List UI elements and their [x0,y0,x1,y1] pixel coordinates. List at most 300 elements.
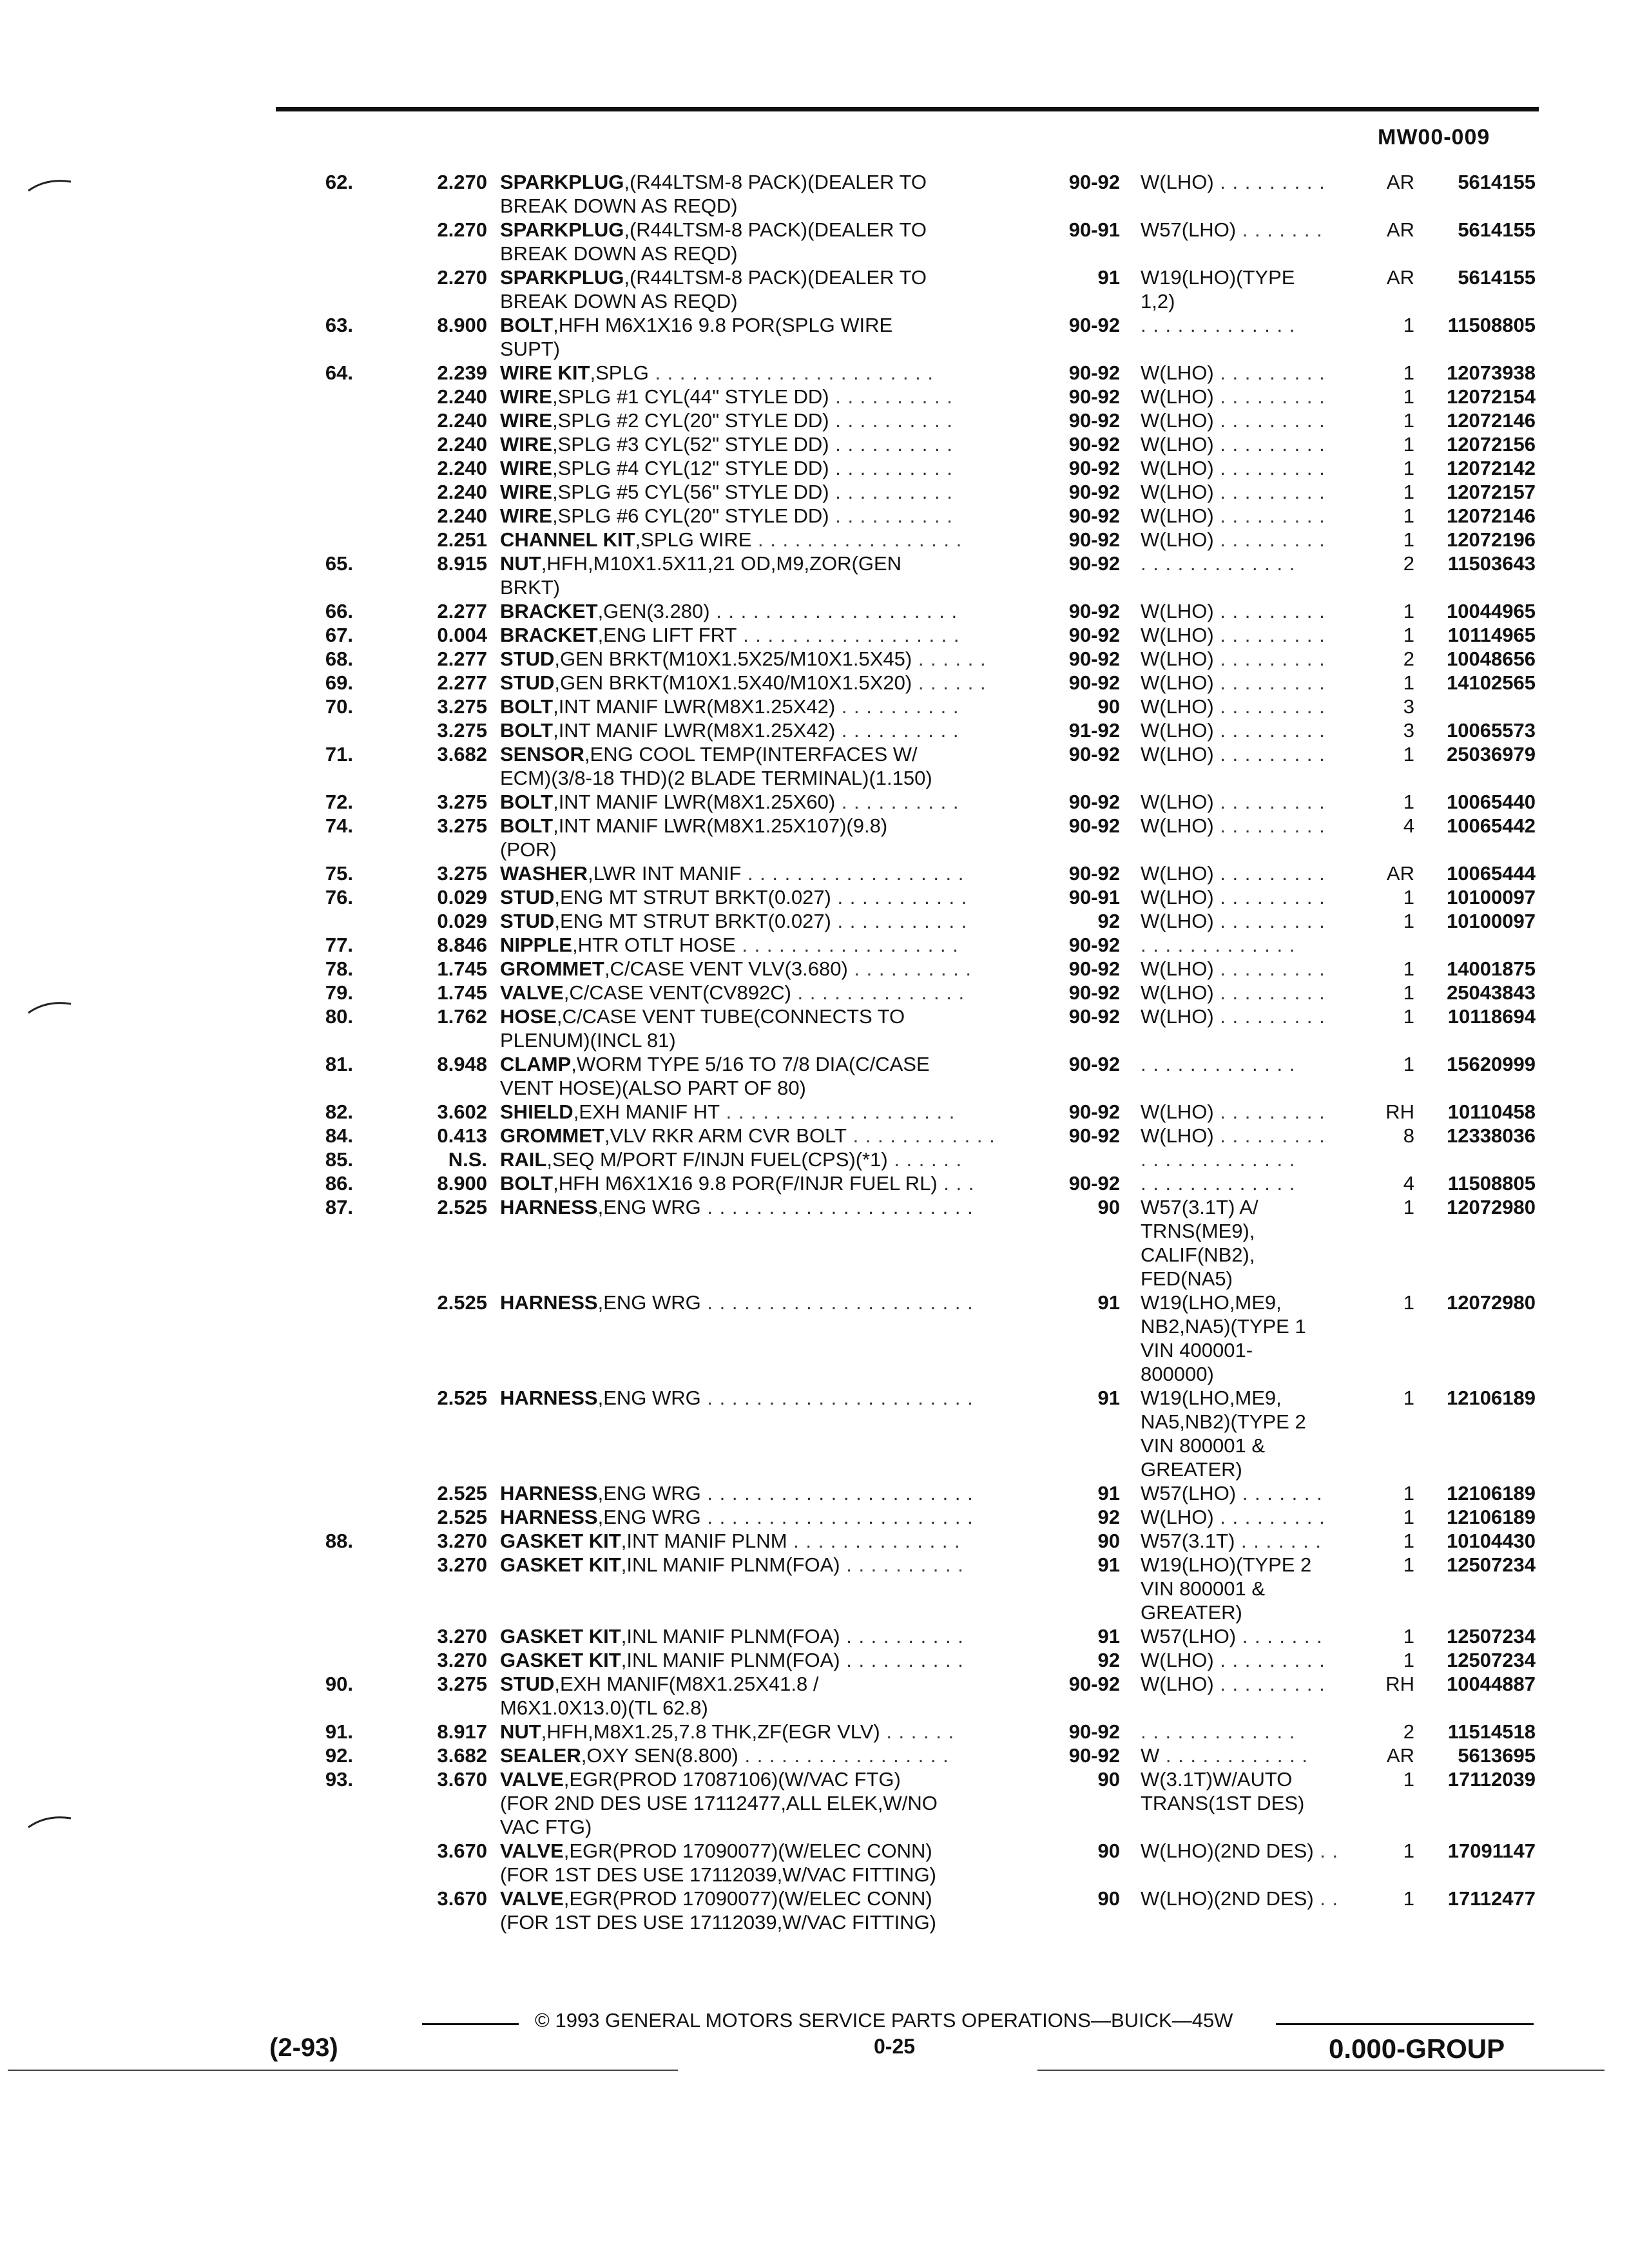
group-number: 2.270 [437,171,487,193]
quantity: 3 [1403,695,1414,718]
table-row [0,1767,1629,1839]
part-detail: ,ENG MT STRUT BRKT(0.027) [554,886,831,908]
part-description [500,1505,1035,1529]
part-name: BRACKET [500,600,598,622]
part-number: 10065444 [1447,862,1536,885]
usage-code [1141,1648,1363,1672]
leader-dots: . . . . . . . . . . . . . . . . . . [735,934,959,956]
part-detail: ,HFH,M8X1.25,7.8 THK,ZF(EGR VLV) [541,1720,880,1743]
leader-dots: . . . . . . . . . . [835,791,959,813]
leader-dots: . . . . . . . . . . . . [1159,1744,1308,1767]
leader-dots: . . . . . . . . . [1213,528,1325,551]
table-row [0,909,1629,933]
table-row [0,1839,1629,1887]
part-name: SHIELD [500,1100,574,1123]
ref-number: 91. [325,1720,353,1743]
part-number: 10065573 [1447,719,1536,742]
table-row [0,742,1629,790]
usage-code-text: W(LHO) [1141,1005,1214,1028]
usage-code-text: W(LHO) [1141,791,1214,813]
part-name: WIRE [500,481,552,503]
part-description [500,933,1035,957]
usage-code-text: W19(LHO,ME9, [1141,1291,1282,1314]
usage-code-text: W19(LHO,ME9, [1141,1387,1282,1409]
usage-code [1141,1291,1363,1386]
usage-code [1141,361,1363,385]
group-number: 8.917 [437,1720,487,1743]
usage-code-text: W(LHO) [1141,409,1214,432]
part-name: HARNESS [500,1196,598,1218]
usage-code [1141,456,1363,480]
usage-code [1141,742,1363,766]
group-number: 0.004 [437,624,487,646]
model-years: 91 [1097,266,1120,289]
part-number: 25043843 [1447,981,1536,1004]
group-number: 3.602 [437,1100,487,1123]
part-detail: ,EXH MANIF HT [573,1100,720,1123]
model-years: 90-92 [1068,552,1120,575]
group-number: 2.525 [437,1291,487,1314]
leader-dots: . . [1313,1840,1339,1862]
model-years: 90-92 [1068,1005,1120,1028]
part-description [500,742,1035,790]
part-description [500,170,1035,218]
part-detail: ,GEN BRKT(M10X1.5X40/M10X1.5X20) [554,671,912,694]
model-years: 90 [1097,695,1120,718]
leader-dots: . . . . . . . . . . . . . . . . . . . . . . [700,1506,974,1528]
leader-dots: . . . . . . . [1236,1482,1323,1504]
part-number: 5614155 [1458,266,1536,289]
usage-code-text: W(3.1T)W/AUTO [1141,1768,1293,1791]
table-row [0,814,1629,861]
leader-dots: . . . . . . . . . [1213,361,1325,384]
usage-code [1141,695,1363,718]
part-detail: ,EGR(PROD 17090077)(W/ELEC CONN) [563,1887,932,1910]
table-row [0,790,1629,814]
part-number: 10065442 [1447,814,1536,837]
part-detail: ,ENG WRG [597,1482,701,1504]
leader-dots: . . . . . . . . . [1213,385,1325,408]
group-number: 3.270 [437,1649,487,1671]
group-number: 2.525 [437,1196,487,1218]
leader-dots: . . . . . . . [1236,1625,1323,1648]
part-name: HARNESS [500,1291,598,1314]
quantity: 1 [1403,1840,1414,1862]
part-number: 12106189 [1447,1387,1536,1409]
part-description [500,1624,1035,1648]
part-detail: ,(R44LTSM-8 PACK)(DEALER TO [624,266,927,289]
part-detail: ,ENG WRG [597,1291,701,1314]
usage-code-text: W [1141,1744,1160,1767]
usage-code [1141,1624,1363,1648]
usage-code-text: W(LHO) [1141,886,1214,908]
copyright: © 1993 GENERAL MOTORS SERVICE PARTS OPERATIONS—BUICK—45W [535,2009,1233,2032]
quantity: 1 [1403,1887,1414,1910]
part-detail: ,INT MANIF LWR(M8X1.25X107)(9.8) [553,814,888,837]
usage-code [1141,814,1363,838]
quantity: 1 [1403,1625,1414,1648]
part-number: 12072154 [1447,385,1536,408]
part-name: STUD [500,886,555,908]
usage-code [1141,528,1363,552]
quantity: 4 [1403,814,1414,837]
table-row [0,504,1629,528]
leader-dots: . . . . . . . . . . [835,695,959,718]
usage-code-text: W(LHO) [1141,671,1214,694]
group-number: 1.762 [437,1005,487,1028]
usage-code [1141,504,1363,528]
leader-dots: . . . . . . . . . [1213,1649,1325,1671]
model-years: 90 [1097,1530,1120,1552]
part-detail: ,SPLG #4 CYL(12" STYLE DD) [552,457,829,479]
model-years: 90-92 [1068,433,1120,456]
usage-code [1141,432,1363,456]
part-detail: ,ENG MT STRUT BRKT(0.027) [554,910,831,932]
part-number: 10044887 [1447,1673,1536,1695]
table-row [0,647,1629,671]
ref-number: 70. [325,695,353,718]
part-number: 12507234 [1447,1649,1536,1671]
leader-dots: . . . . . . . . . [1213,695,1325,718]
group-number: 2.240 [437,409,487,432]
model-years: 90-92 [1068,1053,1120,1075]
part-number: 12507234 [1447,1625,1536,1648]
part-detail-continued: BREAK DOWN AS REQD) [500,290,738,312]
model-years: 90-92 [1068,481,1120,503]
usage-code [1141,480,1363,504]
table-row [0,1720,1629,1744]
part-name: GROMMET [500,1124,604,1147]
table-row [0,1291,1629,1386]
usage-code-text: W(LHO) [1141,361,1214,384]
table-row [0,718,1629,742]
ref-number: 69. [325,671,353,694]
part-name: SPARKPLUG [500,171,624,193]
part-detail: ,SPLG #3 CYL(52" STYLE DD) [552,433,829,456]
ref-number: 75. [325,862,353,885]
quantity: 1 [1403,385,1414,408]
part-detail: ,C/CASE VENT VLV(3.680) [604,957,848,980]
usage-code [1141,623,1363,647]
usage-code [1141,1887,1363,1910]
part-name: SPARKPLUG [500,266,624,289]
table-row [0,1386,1629,1481]
table-row [0,456,1629,480]
table-row [0,385,1629,408]
part-description [500,1148,1035,1171]
ref-number: 78. [325,957,353,980]
leader-dots: . . . . . . [880,1720,955,1743]
part-name: HARNESS [500,1506,598,1528]
part-number: 14001875 [1447,957,1536,980]
usage-code [1141,552,1363,575]
model-years: 90-92 [1068,814,1120,837]
part-description [500,504,1035,528]
part-detail: ,SPLG [590,361,649,384]
leader-dots: . . . . . . . . . . [829,433,953,456]
ref-number: 92. [325,1744,353,1767]
usage-code [1141,718,1363,742]
leader-dots: . . . . . . . . . . . . . [1141,1172,1296,1195]
quantity: AR [1386,266,1414,289]
part-name: WIRE [500,409,552,432]
part-name: STUD [500,648,555,670]
table-row [0,695,1629,718]
part-detail: ,OXY SEN(8.800) [581,1744,738,1767]
group-number: 2.525 [437,1387,487,1409]
part-detail-continued: SUPT) [500,338,560,360]
part-number: 5613695 [1458,1744,1536,1767]
part-number: 25036979 [1447,743,1536,765]
table-row [0,1887,1629,1934]
model-years: 90-92 [1068,957,1120,980]
model-years: 91 [1097,1291,1120,1314]
part-description [500,1481,1035,1505]
ref-number: 79. [325,981,353,1004]
usage-code-text: W(LHO) [1141,743,1214,765]
table-row [0,623,1629,647]
quantity: 1 [1403,910,1414,932]
bottom-line [1037,2070,1605,2071]
group-number: 3.270 [437,1530,487,1552]
leader-dots: . . . . . . . . . . . . . . . . . . . . [709,600,958,622]
part-number: 5614155 [1458,218,1536,241]
part-number: 10044965 [1447,600,1536,622]
leader-dots: . . [1313,1887,1339,1910]
leader-dots: . . . . . . . . . . [835,719,959,742]
table-row [0,265,1629,313]
part-detail: ,ENG WRG [597,1387,701,1409]
part-number: 17091147 [1447,1840,1536,1862]
part-number: 12073938 [1447,361,1536,384]
leader-dots: . . . . . . . . . [1213,457,1325,479]
part-name: SEALER [500,1744,581,1767]
table-row [0,170,1629,218]
model-years: 90-92 [1068,743,1120,765]
quantity: 8 [1403,1124,1414,1147]
quantity: AR [1386,171,1414,193]
leader-dots: . . . . . . . . . . . [831,910,968,932]
leader-dots: . . . . . . . . . . . . . . [787,1530,961,1552]
part-description [500,695,1035,718]
leader-dots: . . . . . . . . . . . . . . . . . . . . . . [700,1482,974,1504]
part-description [500,1839,1035,1887]
part-description [500,552,1035,599]
part-description [500,671,1035,695]
ref-number: 76. [325,886,353,908]
part-detail: ,HFH M6X1X16 9.8 POR(SPLG WIRE [553,314,893,336]
usage-code-text: W(LHO) [1141,624,1214,646]
part-number: 12072142 [1447,457,1536,479]
part-number: 12106189 [1447,1482,1536,1504]
usage-code [1141,385,1363,408]
part-number: 5614155 [1458,171,1536,193]
group-number: 2.240 [437,505,487,527]
part-detail: ,SPLG #1 CYL(44" STYLE DD) [552,385,829,408]
table-row [0,1171,1629,1195]
quantity: 1 [1403,314,1414,336]
quantity: 1 [1403,433,1414,456]
group-number: 0.029 [437,910,487,932]
leader-dots: . . . . . . . . . [1213,1506,1325,1528]
table-row [0,1624,1629,1648]
leader-dots: . . . . . . . . . [1213,1100,1325,1123]
usage-code-text: W(LHO) [1141,600,1214,622]
group-number: 3.270 [437,1625,487,1648]
usage-code [1141,1767,1363,1815]
table-row [0,1672,1629,1720]
quantity: 1 [1403,1053,1414,1075]
date-code: (2-93) [269,2033,338,2062]
leader-dots: . . . . . . . . . [1213,886,1325,908]
part-description [500,957,1035,981]
part-description [500,528,1035,552]
leader-dots: . . . . . . . . . [1213,671,1325,694]
leader-dots: . . . . . . . . . . . . . . . . . . . . . . [700,1387,974,1409]
part-name: SENSOR [500,743,584,765]
leader-dots: . . . . . . . . . . [829,505,953,527]
part-detail: ,VLV RKR ARM CVR BOLT [604,1124,847,1147]
part-detail: ,SEQ M/PORT F/INJN FUEL(CPS)(*1) [546,1148,888,1171]
part-number: 10048656 [1447,648,1536,670]
usage-code-text: W(LHO) [1141,981,1214,1004]
usage-code [1141,1481,1363,1505]
ref-number: 62. [325,171,353,193]
quantity: 2 [1403,1720,1414,1743]
ref-number: 86. [325,1172,353,1195]
model-years: 90-92 [1068,505,1120,527]
usage-code-text: W57(LHO) [1141,1482,1237,1504]
leader-dots: . . . . . . . . . . . [831,886,968,908]
top-rule [276,107,1539,111]
quantity: 1 [1403,624,1414,646]
quantity: 1 [1403,1291,1414,1314]
part-description [500,1648,1035,1672]
usage-code [1141,1124,1363,1148]
part-name: BOLT [500,314,554,336]
usage-code-text: W(LHO) [1141,505,1214,527]
part-detail-continued: (POR) [500,838,557,861]
ref-number: 93. [325,1768,353,1791]
quantity: 2 [1403,648,1414,670]
part-detail: ,C/CASE VENT(CV892C) [563,981,791,1004]
part-name: HOSE [500,1005,557,1028]
footer-rule [422,2023,519,2025]
quantity: 1 [1403,1506,1414,1528]
part-detail: ,ENG WRG [597,1196,701,1218]
model-years: 90-92 [1068,934,1120,956]
leader-dots: . . . . . . . . . [1213,814,1325,837]
leader-dots: . . . . . . . . . . . . . . . . . [751,528,963,551]
part-name: NIPPLE [500,934,572,956]
group-number: N.S. [448,1148,487,1171]
leader-dots: . . . . . . . . . . [829,481,953,503]
table-row [0,218,1629,265]
usage-code-text: W(LHO) [1141,1124,1214,1147]
part-name: HARNESS [500,1482,598,1504]
part-description [500,981,1035,1004]
table-row [0,885,1629,909]
part-description [500,1052,1035,1100]
table-row [0,933,1629,957]
part-detail: ,(R44LTSM-8 PACK)(DEALER TO [624,171,927,193]
group-number: 0.413 [437,1124,487,1147]
part-number: 14102565 [1447,671,1536,694]
group-number: 2.277 [437,648,487,670]
usage-code-text: W(LHO) [1141,457,1214,479]
part-description [500,885,1035,909]
part-detail: ,EXH MANIF(M8X1.25X41.8 / [554,1673,819,1695]
leader-dots: . . . . . . . . . [1213,957,1325,980]
part-detail: ,INL MANIF PLNM(FOA) [621,1625,840,1648]
part-detail: ,GEN BRKT(M10X1.5X25/M10X1.5X45) [554,648,912,670]
part-detail: ,SPLG #5 CYL(56" STYLE DD) [552,481,829,503]
leader-dots: . . . . . . [912,671,987,694]
ref-number: 81. [325,1053,353,1075]
usage-code-continued: NB2,NA5)(TYPE 1 VIN 400001- 800000) [1141,1315,1306,1385]
part-detail: ,ENG LIFT FRT [597,624,737,646]
leader-dots: . . . . . . . . . . [829,409,953,432]
usage-code-text: W19(LHO)(TYPE [1141,266,1295,289]
table-row [0,1553,1629,1624]
part-name: GASKET KIT [500,1625,621,1648]
part-description [500,313,1035,361]
leader-dots: . . . . . . . . . . . . . [1141,314,1296,336]
part-detail: ,HFH,M10X1.5X11,21 OD,M9,ZOR(GEN [541,552,902,575]
group-number: 2.277 [437,671,487,694]
leader-dots: . . . . . . . . . . . . . . . . . . . [720,1100,956,1123]
part-name: RAIL [500,1148,547,1171]
model-years: 91 [1097,1625,1120,1648]
part-number: 10114965 [1447,624,1536,646]
part-description [500,1887,1035,1934]
leader-dots: . . . . . . . [1236,218,1323,241]
leader-dots: . . . . . . . . . [1213,624,1325,646]
part-description [500,218,1035,265]
usage-code-text: W(LHO) [1141,481,1214,503]
part-detail: ,LWR INT MANIF [588,862,742,885]
part-detail: ,HTR OTLT HOSE [572,934,736,956]
part-description [500,432,1035,456]
part-name: GASKET KIT [500,1553,621,1576]
leader-dots: . . . . . . . . . [1213,910,1325,932]
group-number: 3.270 [437,1553,487,1576]
quantity: AR [1386,218,1414,241]
group-number: 2.270 [437,266,487,289]
leader-dots: . . . . . . . . . . [840,1553,964,1576]
model-years: 90-92 [1068,1172,1120,1195]
ref-number: 71. [325,743,353,765]
table-row [0,1052,1629,1100]
part-name: WIRE [500,385,552,408]
part-number: 10100097 [1447,910,1536,932]
part-name: BOLT [500,1172,554,1195]
model-years: 90-92 [1068,648,1120,670]
part-detail-continued: BRKT) [500,576,560,599]
table-row [0,432,1629,456]
ref-number: 85. [325,1148,353,1171]
part-number: 10110458 [1447,1100,1536,1123]
part-detail-continued: BREAK DOWN AS REQD) [500,242,738,265]
part-number: 12072196 [1447,528,1536,551]
group-number: 8.900 [437,314,487,336]
part-number: 11503643 [1447,552,1536,575]
group-number: 3.275 [437,791,487,813]
usage-code [1141,933,1363,957]
table-row [0,1100,1629,1124]
usage-code-text: W(LHO) [1141,648,1214,670]
model-years: 90 [1097,1840,1120,1862]
